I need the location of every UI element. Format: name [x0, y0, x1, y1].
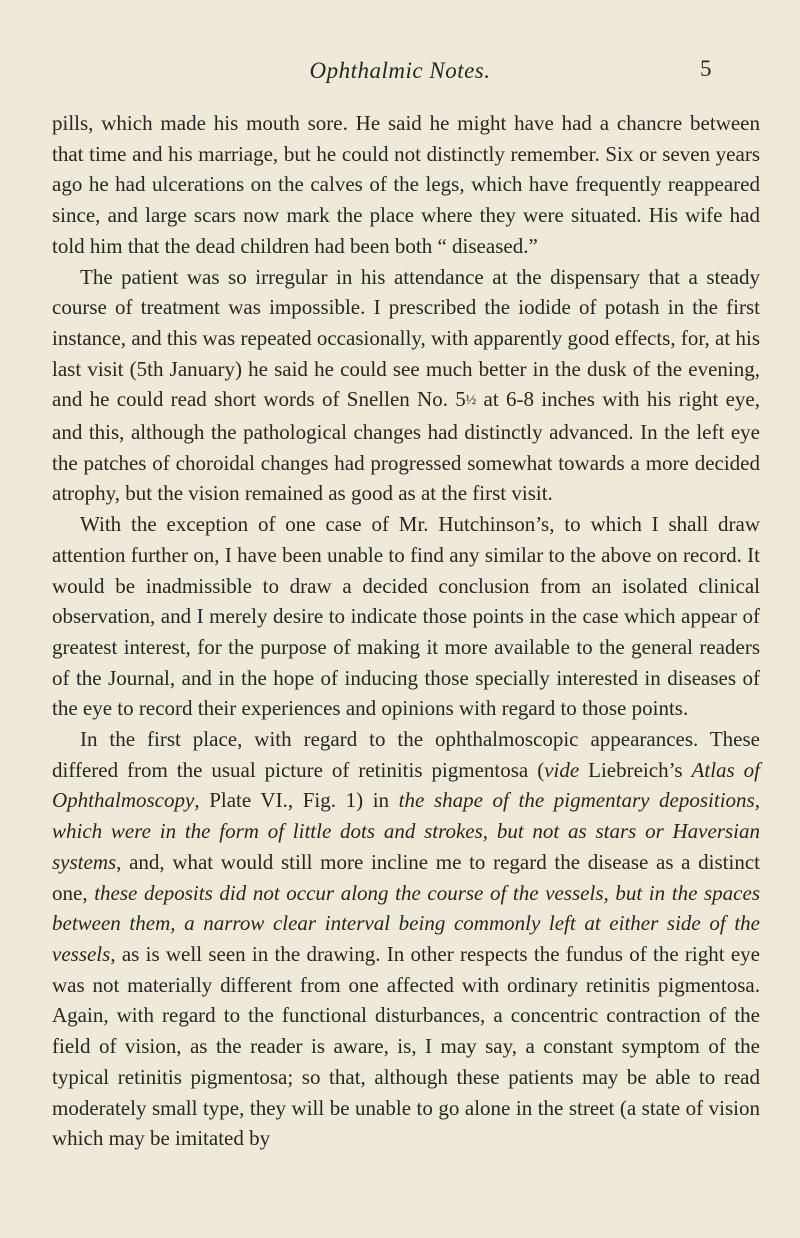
paragraph-2-text-b: at 6-8 inches with his right eye, and this, although the pathological changes had distinctly advanced. In the left eye the patches of choroidal changes had progressed somewhat towards a more decided atrophy, but the vision remained as good as at the first visit. — [52, 387, 760, 506]
paragraph-2-text-a: The patient was so irregular in his attendance at the dispensary that a steady course of treatment was impossible. I prescribed the iodide of potash in the first instance, and this was repeated occasionally, with apparently good effects, for, at his last visit (5th January) he said he could see much better in the dusk of the evening, and he could read short words of Snellen No. 5 — [52, 264, 760, 412]
paragraph-3-text: With the exception of one case of Mr. Hutchinson’s, to which I shall draw attention further on, I have been unable to find any similar to the above on record. It would be inadmissible to draw a decided conclusion from an isolated clinical observation, and I merely desire to indicate those points in the case which appear of greatest interest, for the purpose of making it more available to the general readers of the Journal, and in the hope of inducing those specially interested in diseases of the eye to record their experiences and opinions with regard to those points. — [52, 512, 760, 721]
paragraph-2 — [52, 262, 760, 510]
running-head: Ophthalmic Notes. — [309, 58, 491, 83]
paragraph-3 — [52, 509, 760, 724]
paragraph-4-italic-atlas: Atlas of Ophthalmoscopy — [52, 757, 760, 813]
paragraph-4-text-e: , as is well seen in the drawing. In other respects the fundus of the right eye was not materially different from one affected with ordinary retinitis pigmentosa. Again, with regard to the functional disturbances, a concentric contraction of the field of vision, as the reader is aware, is, I may say, a constant symptom of the typical retinitis pigmentosa; so that, although these patients may be able to read moderately small type, they will be unable to go alone in the street (a state of vision which may be imitated by — [52, 941, 760, 1151]
page-number: 5 — [700, 56, 712, 81]
paragraph-4-italic-deposits: these deposits did not occur along the course of the vessels, but in the spaces between them, a narrow clear interval being commonly left at either side of the vessels — [52, 880, 760, 966]
paragraph-4-italic-shape: the shape of the pigmentary depositions, which were in the form of little dots and strokes, but not as stars or Haversian systems — [52, 788, 760, 874]
paragraph-4-text-d: , and, what would still more incline me to regard the disease as a distinct one, — [52, 849, 760, 905]
paragraph-4 — [52, 724, 760, 1154]
paragraph-4-italic-vide: vide — [544, 757, 580, 782]
paragraph-1 — [52, 108, 760, 262]
snellen-fraction: ½ — [465, 393, 477, 409]
paragraph-4-text-c: , Plate VI., Fig. 1) in — [194, 788, 399, 813]
paragraph-4-text-a: In the first place, with regard to the ophthalmoscopic appearances. These differed from the usual picture of retinitis pigmentosa ( — [52, 727, 760, 782]
paragraph-1-text: pills, which made his mouth sore. He said he might have had a chancre between that time and his marriage, but he could not distinctly remember. Six or seven years ago he had ulcerations on the calves of the legs, which have frequently reappeared since, and large scars now mark the place where they were situated. His wife had told him that the dead children had been both “ diseased.” — [52, 111, 760, 258]
body-text — [52, 108, 760, 1154]
paragraph-4-text-b: Liebreich’s — [579, 757, 692, 782]
